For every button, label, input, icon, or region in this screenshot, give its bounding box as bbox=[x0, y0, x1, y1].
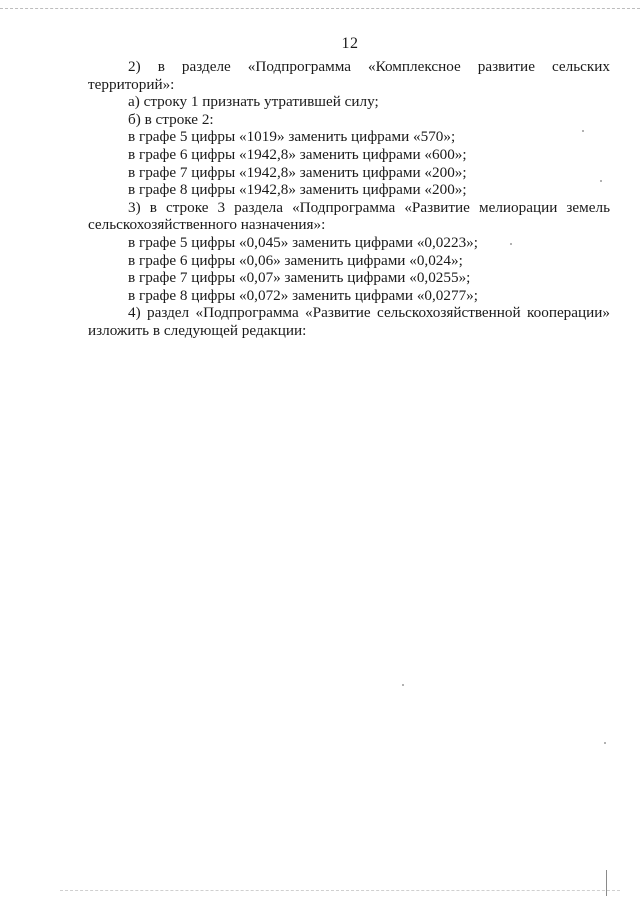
paragraph-4-line-2: изложить в следующей редакции: bbox=[88, 321, 307, 339]
scan-speck bbox=[402, 684, 404, 686]
scan-speck bbox=[604, 742, 606, 744]
item-3-line: в графе 6 цифры «0,06» заменить цифрами «0,024»; bbox=[128, 251, 463, 269]
item-3-line: в графе 8 цифры «0,072» заменить цифрами «0,0277»; bbox=[128, 286, 478, 304]
scan-edge-bottom bbox=[60, 890, 620, 893]
item-3-line: в графе 7 цифры «0,07» заменить цифрами «0,0255»; bbox=[128, 269, 471, 287]
paragraph-3-line-1: 3) в строке 3 раздела «Подпрограмма «Развитие мелиорации земель bbox=[128, 198, 610, 216]
document-body bbox=[88, 58, 610, 340]
item-b: б) в строке 2: bbox=[128, 110, 214, 128]
item-3-line: в графе 5 цифры «0,045» заменить цифрами «0,0223»; bbox=[128, 233, 478, 251]
paragraph-2-line-2: территорий»: bbox=[88, 75, 175, 93]
scan-speck bbox=[510, 243, 512, 245]
paragraph-4-line-1: 4) раздел «Подпрограмма «Развитие сельскохозяйственной кооперации» bbox=[128, 304, 610, 322]
item-b-line: в графе 5 цифры «1019» заменить цифрами «570»; bbox=[128, 128, 456, 146]
paragraph-2-line-1: 2) в разделе «Подпрограмма «Комплексное развитие сельских bbox=[128, 58, 610, 75]
scan-speck bbox=[600, 180, 602, 182]
item-b-line: в графе 6 цифры «1942,8» заменить цифрами «600»; bbox=[128, 145, 467, 163]
item-b-line: в графе 7 цифры «1942,8» заменить цифрами «200»; bbox=[128, 163, 467, 181]
page-number: 12 bbox=[341, 35, 359, 52]
scan-edge-top bbox=[0, 8, 640, 12]
item-b-line: в графе 8 цифры «1942,8» заменить цифрами «200»; bbox=[128, 181, 467, 199]
item-a: а) строку 1 признать утратившей силу; bbox=[128, 93, 379, 111]
scan-edge-right bbox=[606, 870, 607, 896]
paragraph-3-line-2: сельскохозяйственного назначения»: bbox=[88, 216, 326, 234]
scan-speck bbox=[582, 130, 584, 132]
